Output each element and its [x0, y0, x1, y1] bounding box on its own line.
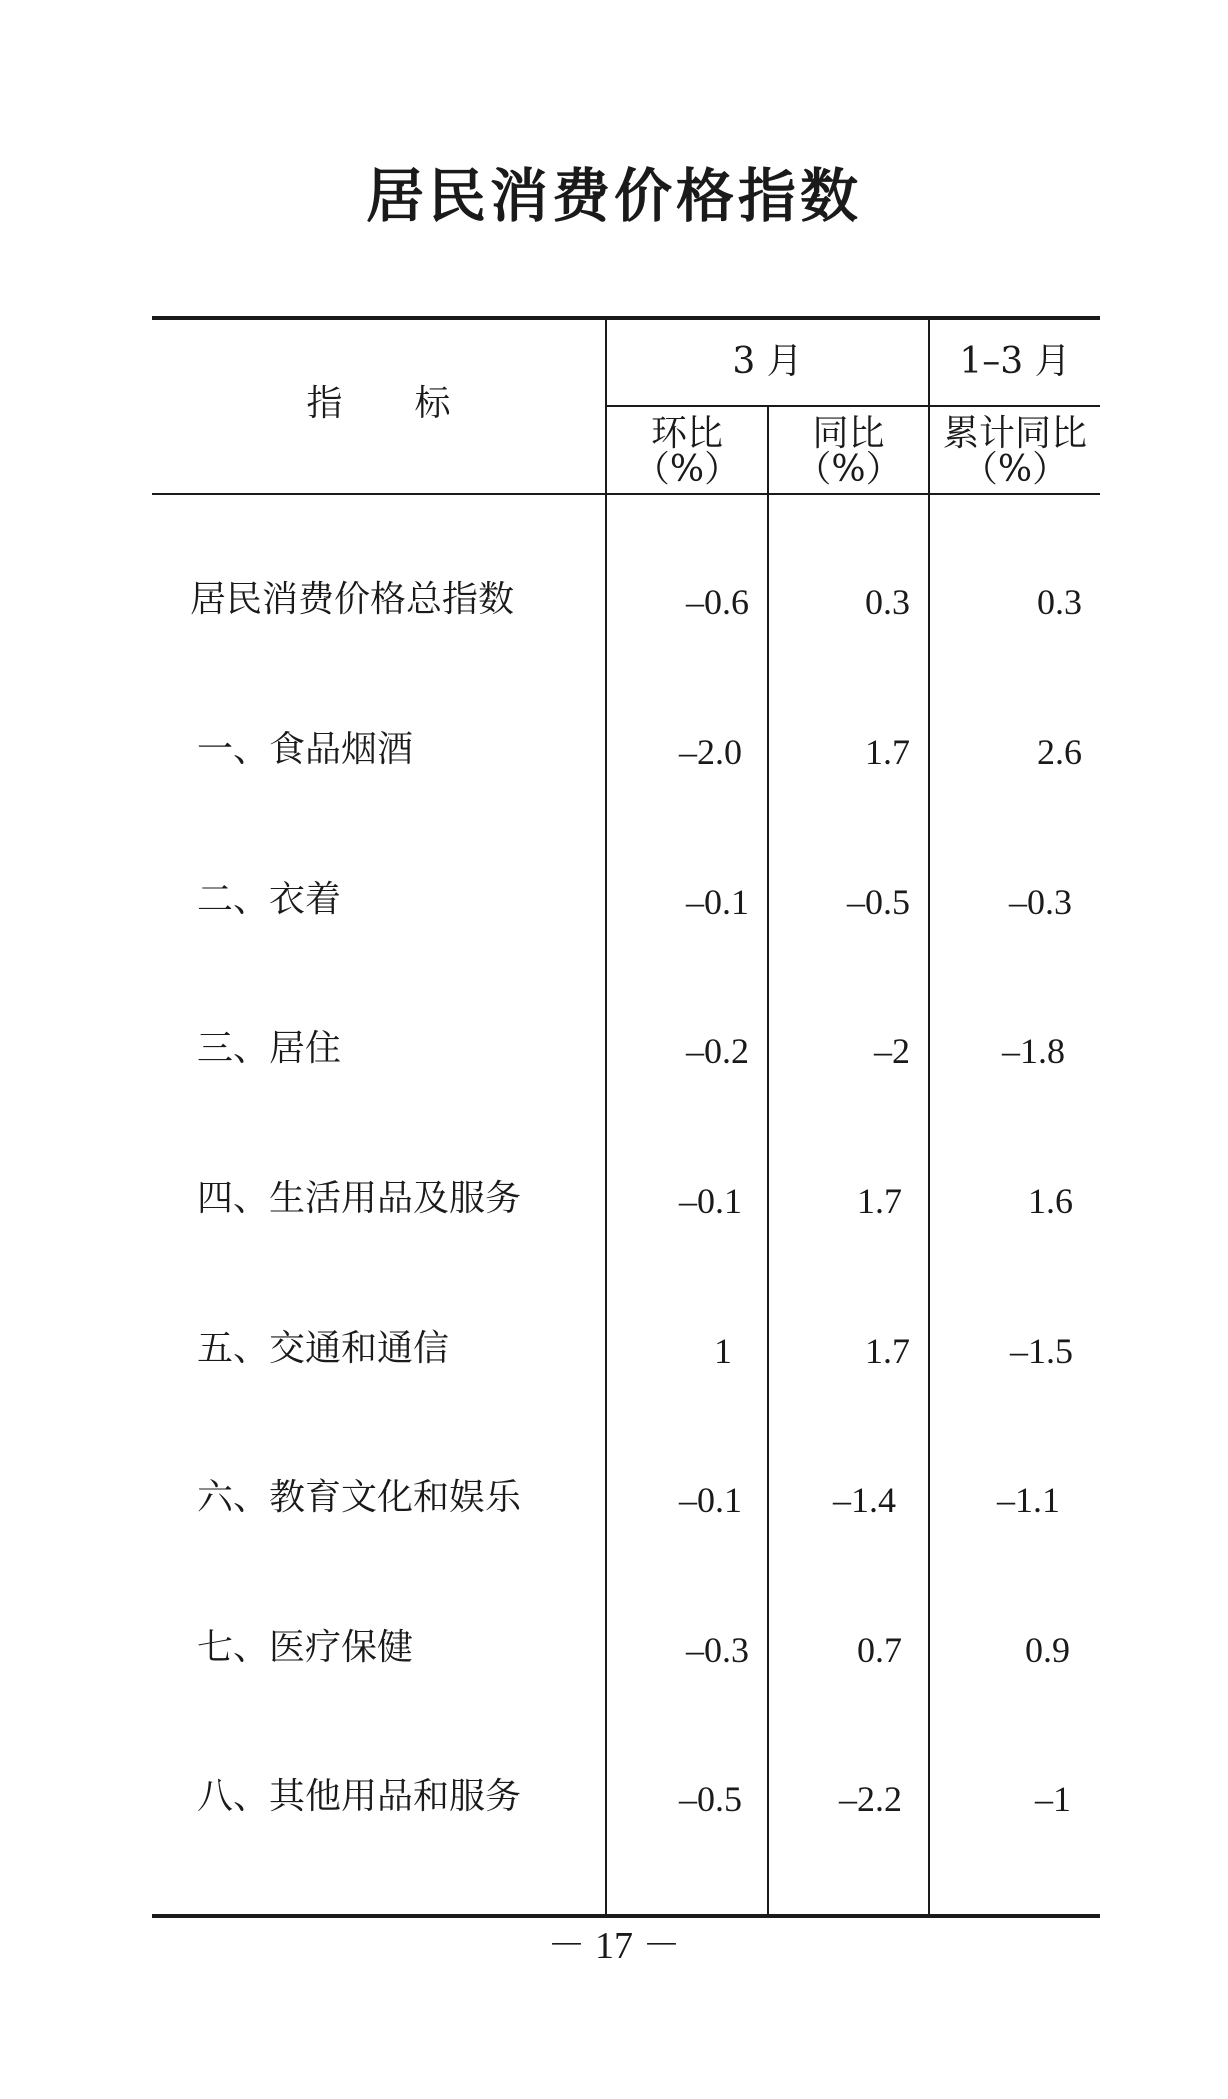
row-household-yoy: 1.7	[857, 1181, 902, 1221]
table-top-rule	[152, 316, 1100, 320]
page-title: 居民消费价格指数	[365, 162, 862, 230]
row-housing-yoy: –2	[874, 1031, 910, 1071]
row-transport-mom: 1	[714, 1331, 732, 1371]
row-household-cum: 1.6	[1028, 1181, 1073, 1221]
row-total-cum: 0.3	[1037, 582, 1082, 622]
row-education-cum: –1.1	[997, 1480, 1060, 1520]
header-col-yoy: 同比	[812, 413, 885, 454]
row-label-food: 一、食品烟酒	[197, 729, 414, 770]
header-col-cum: 累计同比	[942, 413, 1087, 454]
header-bottom-rule	[152, 493, 1100, 495]
row-label-transport: 五、交通和通信	[197, 1328, 450, 1369]
row-label-other: 八、其他用品和服务	[197, 1776, 522, 1817]
row-transport-yoy: 1.7	[865, 1331, 910, 1371]
row-food-mom: –2.0	[679, 732, 742, 772]
row-clothing-mom: –0.1	[686, 882, 749, 922]
header-col-mom-unit: （%）	[633, 449, 741, 490]
row-housing-mom: –0.2	[686, 1031, 749, 1071]
header-col-mom: 环比	[650, 413, 723, 454]
row-other-cum: –1	[1035, 1779, 1071, 1819]
row-label-household: 四、生活用品及服务	[197, 1178, 522, 1219]
column-divider-2	[767, 407, 769, 1916]
page-number: － 17 －	[547, 1925, 681, 1967]
row-total-mom: –0.6	[686, 582, 749, 622]
row-household-mom: –0.1	[679, 1181, 742, 1221]
row-healthcare-yoy: 0.7	[857, 1630, 902, 1670]
row-healthcare-cum: 0.9	[1025, 1630, 1070, 1670]
row-label-housing: 三、居住	[197, 1028, 342, 1069]
row-label-healthcare: 七、医疗保健	[197, 1627, 414, 1668]
column-divider-1	[605, 318, 607, 1916]
header-indicator: 指 标	[306, 383, 451, 424]
header-group-rule	[607, 405, 1100, 407]
row-label-total: 居民消费价格总指数	[190, 579, 515, 620]
row-other-mom: –0.5	[679, 1779, 742, 1819]
row-education-mom: –0.1	[679, 1480, 742, 1520]
row-total-yoy: 0.3	[865, 582, 910, 622]
header-group-ytd: 1–3 月	[959, 341, 1071, 382]
row-transport-cum: –1.5	[1010, 1331, 1073, 1371]
row-label-education: 六、教育文化和娱乐	[197, 1477, 522, 1518]
row-food-cum: 2.6	[1037, 732, 1082, 772]
row-label-clothing: 二、衣着	[197, 879, 342, 920]
header-group-march: 3 月	[732, 341, 803, 382]
table-bottom-rule	[152, 1914, 1100, 1918]
row-other-yoy: –2.2	[839, 1779, 902, 1819]
row-food-yoy: 1.7	[865, 732, 910, 772]
column-divider-3	[928, 318, 930, 1916]
header-col-yoy-unit: （%）	[795, 449, 902, 490]
row-education-yoy: –1.4	[833, 1480, 896, 1520]
header-col-cum-unit: （%）	[961, 449, 1069, 490]
row-clothing-cum: –0.3	[1009, 882, 1072, 922]
row-clothing-yoy: –0.5	[847, 882, 910, 922]
row-healthcare-mom: –0.3	[686, 1630, 749, 1670]
row-housing-cum: –1.8	[1002, 1031, 1065, 1071]
